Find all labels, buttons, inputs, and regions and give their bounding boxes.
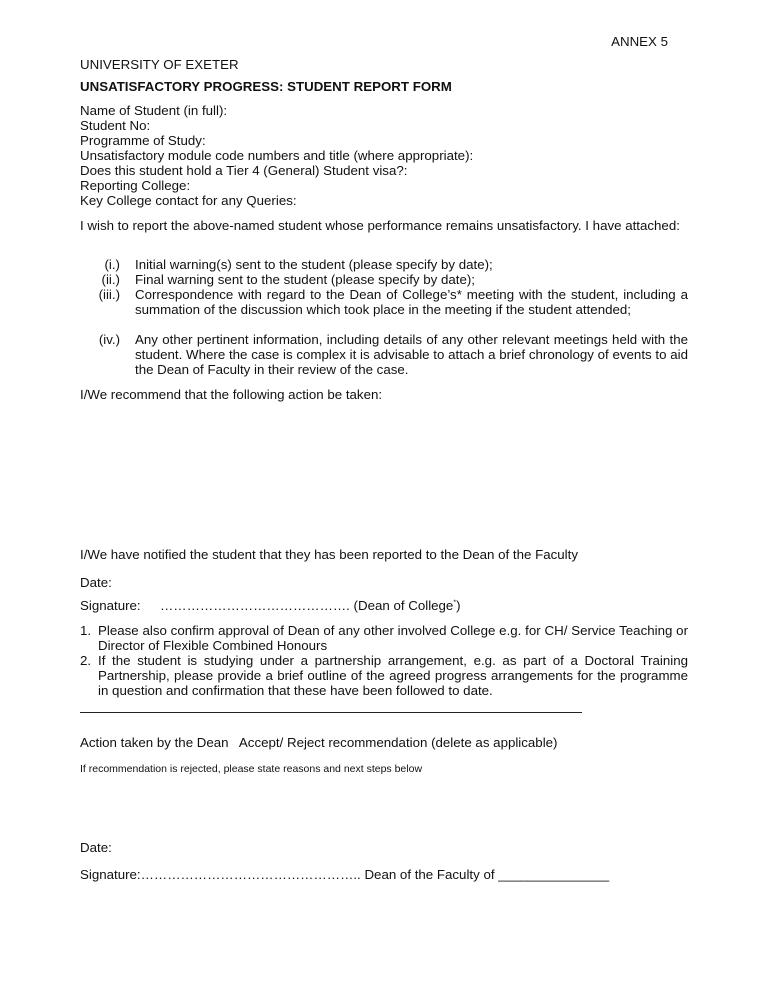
signature-label: Signature: [80,598,141,613]
notified-statement: I/We have notified the student that they has been reported to the Dean of the Faculty [80,547,578,562]
recommend-label: I/We recommend that the following action be taken: [80,387,383,402]
field-modules[interactable]: Unsatisfactory module code numbers and title (where appropriate): [80,148,474,163]
intro-paragraph: I wish to report the above-named student whose performance remains unsatisfactory. I have attached: [80,218,680,233]
attachment-text: Correspondence with regard to the Dean of College’s* meeting with the student, including a summation of the discussion which took place in the meeting if the student attended; [135,287,688,317]
attachment-label: (i.) [104,257,120,272]
dean-faculty-signature[interactable]: Signature:………………………………………….. Dean of the Faculty of _______________ [80,867,610,882]
note-number: 2. [80,653,92,668]
divider [80,712,582,713]
field-college[interactable]: Reporting College: [80,178,191,193]
attachment-label: (iv.) [98,332,120,347]
student-fields [80,103,473,208]
action-taken[interactable]: Action taken by the Dean Accept/ Reject recommendation (delete as applicable) [80,735,558,750]
field-name[interactable]: Name of Student (in full): [80,103,228,118]
annex-label: ANNEX 5 [611,34,668,49]
attachment-text: Initial warning(s) sent to the student (please specify by date); [135,257,493,272]
field-contact[interactable]: Key College contact for any Queries: [80,193,297,208]
form-title: UNSATISFACTORY PROGRESS: STUDENT REPORT FORM [80,79,452,94]
note-text: If the student is studying under a partnership arrangement, e.g. as part of a Doctoral Training Partnership, please provide a brief outline of the agreed progress arrangements for the programme in question and confirmation that these have been followed to date. [98,653,688,698]
attachment-text: Final warning sent to the student (please specify by date); [135,272,475,287]
signature-line[interactable]: ……………………………………. (Dean of College*) [160,598,461,613]
date2-label: Date: [80,840,112,855]
attachments-list [80,257,688,377]
attachment-text: Any other pertinent information, including details of any other relevant meetings held with the student. Where the case is complex it is advisable to attach a brief chronology of events to aid the Dean of Faculty in their review of the case. [135,332,688,377]
attachment-label: (iii.) [98,287,120,302]
date-label: Date: [80,575,112,590]
field-student-no[interactable]: Student No: [80,118,151,133]
field-visa[interactable]: Does this student hold a Tier 4 (General) Student visa?: [80,163,408,178]
attachment-label: (ii.) [101,272,120,287]
notes-list [80,623,688,703]
note-text: Please also confirm approval of Dean of any other involved College e.g. for CH/ Service Teaching or Director of Flexible Combined Honours [98,623,688,653]
note-number: 1. [80,623,92,638]
field-programme[interactable]: Programme of Study: [80,133,206,148]
university-name: UNIVERSITY OF EXETER [80,57,239,72]
rejected-note: If recommendation is rejected, please state reasons and next steps below [80,763,423,775]
